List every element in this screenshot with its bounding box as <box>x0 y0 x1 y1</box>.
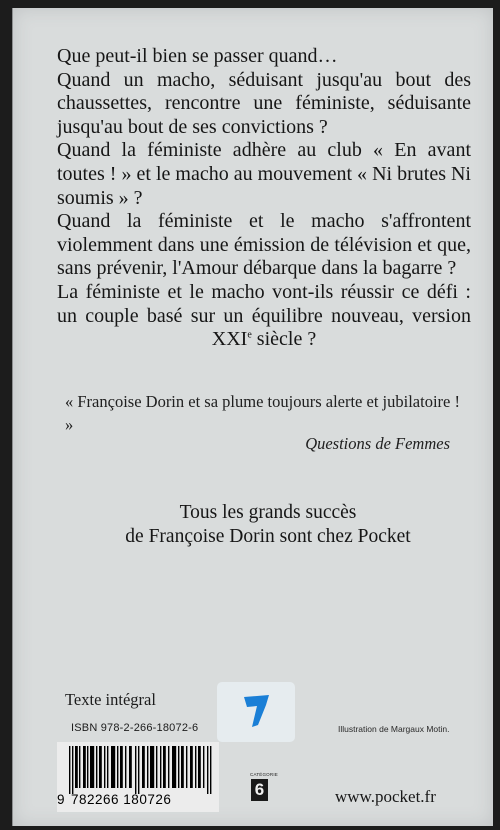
barcode <box>57 742 219 812</box>
blurb-line: Quand la féministe adhère au club « En avant toutes ! » et le macho au mouvement « Ni brutes Ni soumis » ? <box>57 139 471 209</box>
quote-source: Questions de Femmes <box>305 434 450 453</box>
blurb-line <box>57 281 471 352</box>
website[interactable]: www.pocket.fr <box>335 787 436 806</box>
blurb-line: Quand la féministe et le macho s'affrontent violemment dans une émission de télévision et que, sans prévenir, l'Amour débarque dans la bagarre ? <box>57 210 471 280</box>
price-sticker <box>217 682 295 742</box>
isbn: ISBN 978-2-266-18072-6 <box>71 722 199 734</box>
barcode-digits: 782266 180726 <box>71 792 172 807</box>
press-quote: « Françoise Dorin et sa plume toujours alerte et jubilatoire ! » <box>65 392 460 434</box>
blurb <box>57 45 471 352</box>
barcode-bars-icon <box>69 746 213 794</box>
back-cover <box>12 8 493 826</box>
blurb-last-text: La féministe et le macho vont-ils réussir ce défi : un couple basé sur un équilibre nouveau, version XXI <box>57 280 471 351</box>
blurb-last-end: siècle ? <box>251 328 317 351</box>
category-label: CATÉGORIE <box>250 772 278 777</box>
illustration-credit: Illustration de Margaux Motin. <box>338 724 450 734</box>
barcode-first-digit: 9 <box>57 792 65 807</box>
blurb-line: Quand un macho, séduisant jusqu'au bout des chaussettes, rencontre une féministe, séduisante jusqu'au bout de ses convictions ? <box>57 68 471 138</box>
promo-text <box>73 501 463 549</box>
promo-line: de Françoise Dorin sont chez Pocket <box>125 526 411 547</box>
texte-integral-label: Texte intégral <box>65 690 156 709</box>
promo-line: Tous les grands succès <box>179 502 357 523</box>
blurb-line: Que peut-il bien se passer quand… <box>57 45 338 67</box>
category-number: 6 <box>251 779 268 801</box>
sticker-mark-icon <box>217 682 295 742</box>
century-superscript: e <box>247 329 252 341</box>
